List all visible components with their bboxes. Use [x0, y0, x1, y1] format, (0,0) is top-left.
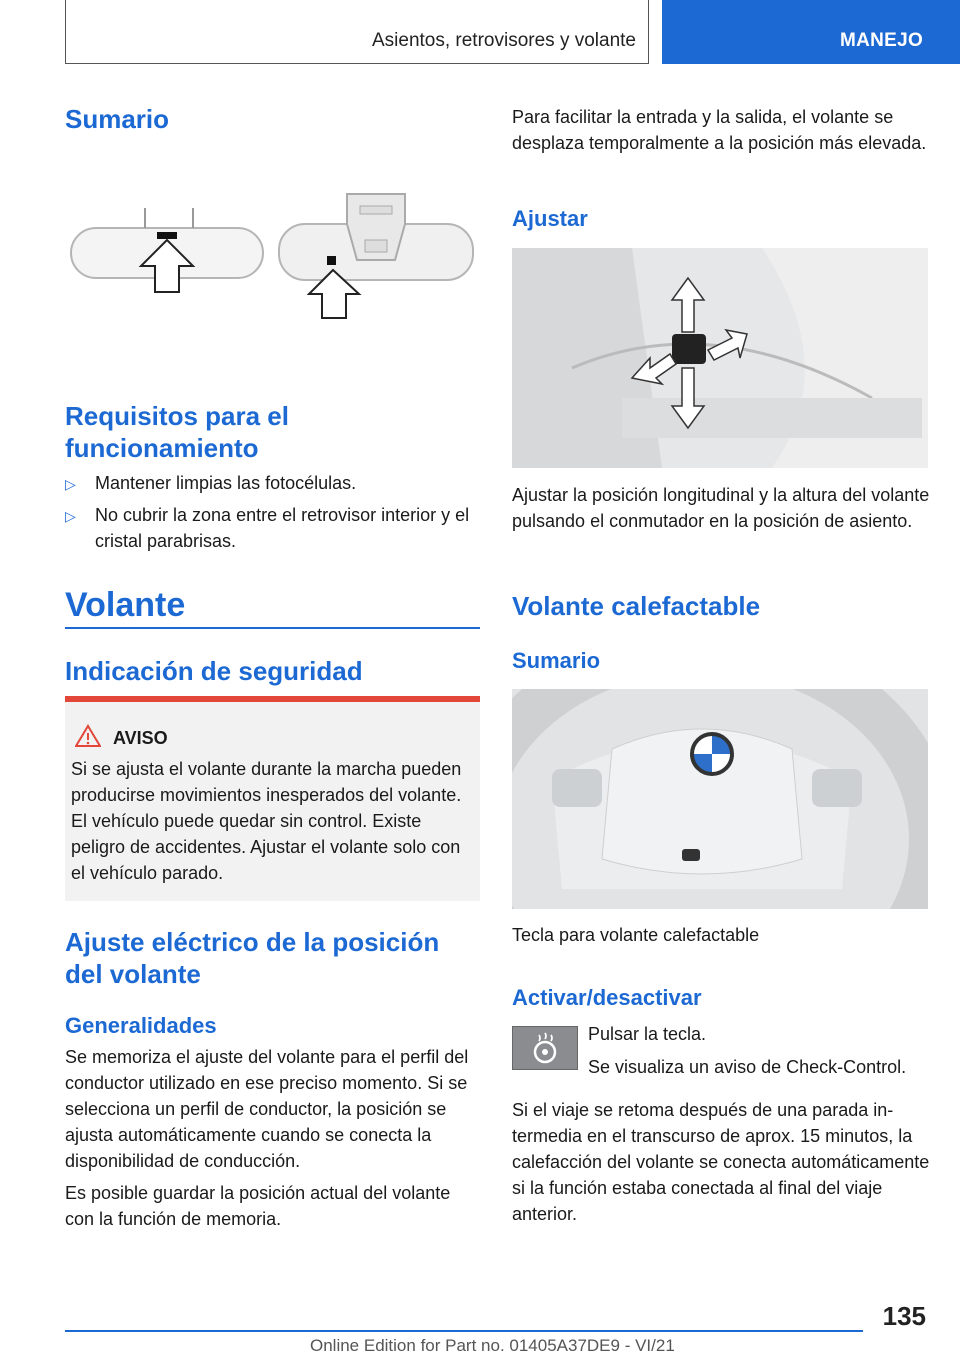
- header-section-tab[interactable]: [662, 0, 960, 64]
- header-chapter-title: Asientos, retrovisores y volante: [371, 30, 636, 51]
- activar-line-2: Se visualiza un aviso de Check-Control.: [588, 1057, 907, 1077]
- steering-adjust-illustration: [512, 248, 928, 468]
- steering-adjust-photo: [512, 248, 928, 468]
- seguridad-heading: Indicación de seguridad: [65, 656, 363, 686]
- calefactable-heading: Volante calefactable: [512, 591, 761, 621]
- requisitos-list: [65, 470, 475, 560]
- activar-line-1: Pulsar la tecla.: [588, 1024, 707, 1044]
- requisitos-heading: Requisitos para el funcionamiento: [65, 401, 289, 463]
- heated-steering-wheel-icon: [513, 1027, 577, 1069]
- warning-text: Si se ajusta el volante durante la marcha pueden producirse movimientos inesperados del volante. El vehículo puede quedar sin control. Existe peligro de accidentes. Ajustar el volante solo con el vehículo parado.: [71, 759, 462, 883]
- final-paragraph: Si el viaje se retoma después de una parada intermedia en el transcurso de aprox. 15 minutos, la calefacción del volante se conecta automáticamente si la función estaba conectada al final del viaje anterior.: [512, 1100, 930, 1224]
- mirror-figure: [65, 180, 480, 340]
- footer-divider: [65, 1330, 863, 1332]
- bullet-triangle-icon: ▷: [65, 508, 76, 524]
- volante-heading: Volante: [65, 586, 186, 624]
- bullet-triangle-icon: ▷: [65, 476, 76, 492]
- header-chapter-box: [65, 0, 649, 64]
- steering-wheel-illustration: [512, 689, 928, 909]
- header-section-label: MANEJO: [840, 30, 924, 51]
- footer-edition: Online Edition for Part no. 01405A37DE9 - VI/21: [310, 1336, 675, 1355]
- list-item: ▷ No cubrir la zona entre el retrovisor interior y el cristal parabrisas.: [65, 505, 470, 551]
- activar-heading: Activar/desactivar: [512, 985, 702, 1010]
- volante-divider: [65, 627, 480, 629]
- sumario-heading: Sumario: [65, 104, 170, 134]
- ajustar-heading: Ajustar: [512, 206, 588, 231]
- generalidades-paragraph-2: Es posible guardar la posición actual del volante con la función de memoria.: [65, 1183, 451, 1229]
- ajustar-caption: Ajustar la posición longitudinal y la altura del volante pulsando el conmutador en la posición de asiento.: [512, 485, 930, 531]
- steering-wheel-photo: [512, 689, 928, 909]
- list-item: ▷ Mantener limpias las fotocélulas.: [65, 470, 475, 496]
- heated-wheel-button[interactable]: [512, 1026, 578, 1070]
- calefactable-caption: Tecla para volante calefactable: [512, 925, 760, 945]
- page-number: 135: [882, 1301, 926, 1331]
- generalidades-heading: Generalidades: [65, 1013, 217, 1038]
- calefactable-sumario-heading: Sumario: [512, 648, 601, 673]
- intro-paragraph: Para facilitar la entrada y la salida, el volante se desplaza temporalmente a la posición más elevada.: [512, 107, 927, 153]
- warning-label: AVISO: [113, 728, 168, 748]
- warning-box: [65, 696, 480, 901]
- ajuste-heading: Ajuste eléctrico de la posición del volante: [65, 927, 440, 989]
- mirror-illustration: [65, 180, 480, 340]
- generalidades-paragraph-1: Se memoriza el ajuste del volante para el perfil del conductor utilizado en ese preciso momento. Si se selecciona un perfil de conductor, la posición se ajusta automáticamente cuando se conecta la disponibilidad de conducción.: [65, 1047, 469, 1171]
- warning-triangle-icon: [75, 724, 101, 748]
